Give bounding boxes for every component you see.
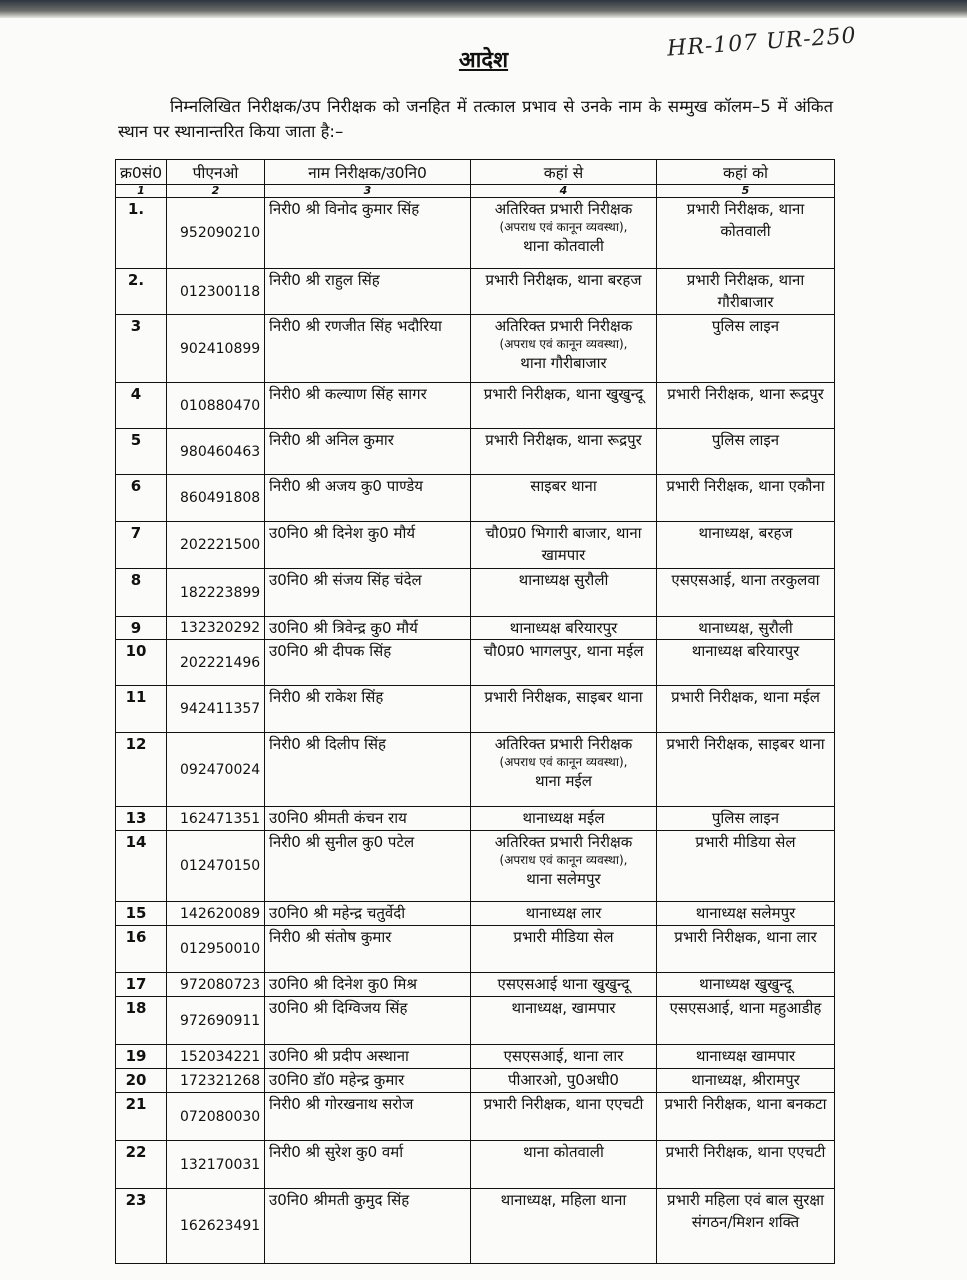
to-cell: पुलिस लाइन — [657, 807, 835, 831]
from-line: प्रभारी निरीक्षक, थाना रूद्रपुर — [485, 431, 642, 449]
intro-paragraph: निम्नलिखित निरीक्षक/उप निरीक्षक को जनहित में तत्काल प्रभाव से उनके नाम के सम्मुख कॉलम–5 में अंकित स्थान पर स्थानान्तरित किया जाता है:– — [118, 97, 833, 141]
officer-name: निरी0 श्री सुनील कु0 पटेल — [265, 831, 471, 902]
from-line: थानाध्यक्ष मईल — [522, 809, 605, 827]
table-row — [116, 1045, 835, 1069]
serial-number: 11 — [116, 686, 167, 733]
photo-top-edge — [0, 0, 967, 18]
table-row — [116, 522, 835, 569]
serial-number: 7 — [116, 522, 167, 569]
serial-number: 21 — [116, 1093, 167, 1141]
serial-number: 13 — [116, 807, 167, 831]
serial-number: 23 — [116, 1189, 167, 1264]
table-row — [116, 475, 835, 522]
serial-number: 4 — [116, 383, 167, 429]
officer-name: निरी0 श्री राहुल सिंह — [265, 269, 471, 315]
to-cell: प्रभारी निरीक्षक, थाना लार — [657, 926, 835, 973]
pno-cell: 182223899 — [167, 569, 265, 617]
to-cell: प्रभारी निरीक्षक, थाना मईल — [657, 686, 835, 733]
pno-cell: 012470150 — [167, 831, 265, 902]
from-line: थानाध्यक्ष बरियारपुर — [509, 619, 618, 637]
from-station: थाना मईल — [535, 772, 592, 790]
from-line: प्रभारी निरीक्षक, थाना बरहज — [485, 271, 642, 289]
pno-cell: 012300118 — [167, 269, 265, 315]
officer-name: उ0नि0 श्री संजय सिंह चंदेल — [265, 569, 471, 617]
officer-name: निरी0 श्री अनिल कुमार — [265, 429, 471, 475]
from-line: थाना कोतवाली — [523, 1143, 604, 1161]
pno-cell: 132170031 — [167, 1141, 265, 1189]
from-cell — [471, 383, 657, 429]
document-title: आदेश — [458, 48, 509, 73]
pno-cell: 162471351 — [167, 807, 265, 831]
to-cell: प्रभारी निरीक्षक, थाना एएचटी — [657, 1141, 835, 1189]
from-subline: (अपराध एवं कानून व्यवस्था), — [499, 337, 628, 351]
from-cell — [471, 831, 657, 902]
from-cell — [471, 1069, 657, 1093]
from-cell — [471, 569, 657, 617]
to-cell: प्रभारी निरीक्षक, थाना रूद्रपुर — [657, 383, 835, 429]
from-line: एसएसआई थाना खुखुन्दू — [497, 975, 630, 993]
header-from: कहां से — [471, 160, 657, 185]
officer-name: निरी0 श्री दिलीप सिंह — [265, 733, 471, 807]
from-cell — [471, 807, 657, 831]
serial-number: 1. — [116, 198, 167, 269]
column-number: 1 — [116, 185, 167, 198]
serial-number: 14 — [116, 831, 167, 902]
pno-cell: 092470024 — [167, 733, 265, 807]
from-cell — [471, 1189, 657, 1264]
from-cell — [471, 198, 657, 269]
table-row — [116, 269, 835, 315]
from-line: प्रभारी निरीक्षक, साइबर थाना — [484, 688, 643, 706]
column-number: 2 — [167, 185, 265, 198]
transfer-table — [115, 159, 835, 1264]
officer-name: उ0नि0 श्री दिग्विजय सिंह — [265, 997, 471, 1045]
header-row — [116, 160, 835, 185]
from-line: थानाध्यक्ष, महिला थाना — [500, 1191, 627, 1209]
from-subline: (अपराध एवं कानून व्यवस्था), — [499, 853, 628, 867]
table-row — [116, 640, 835, 686]
pno-cell: 012950010 — [167, 926, 265, 973]
to-cell: थानाध्यक्ष, श्रीरामपुर — [657, 1069, 835, 1093]
serial-number: 9 — [116, 617, 167, 640]
to-cell: एसएसआई, थाना तरकुलवा — [657, 569, 835, 617]
handwritten-note: HR-107 UR-250 — [666, 23, 858, 62]
table-row — [116, 831, 835, 902]
officer-name: निरी0 श्री सुरेश कु0 वर्मा — [265, 1141, 471, 1189]
from-cell — [471, 1045, 657, 1069]
officer-name: उ0नि0 श्री दिनेश कु0 मौर्य — [265, 522, 471, 569]
pno-cell: 152034221 — [167, 1045, 265, 1069]
to-cell: थानाध्यक्ष खुखुन्दू — [657, 973, 835, 997]
table-row — [116, 1189, 835, 1264]
serial-number: 10 — [116, 640, 167, 686]
officer-name: निरी0 श्री अजय कु0 पाण्डेय — [265, 475, 471, 522]
serial-number: 6 — [116, 475, 167, 522]
from-line: अतिरिक्त प्रभारी निरीक्षक — [494, 833, 633, 851]
serial-number: 15 — [116, 902, 167, 926]
officer-name: निरी0 श्री विनोद कुमार सिंह — [265, 198, 471, 269]
serial-number: 17 — [116, 973, 167, 997]
from-cell — [471, 997, 657, 1045]
table-row — [116, 383, 835, 429]
serial-number: 2. — [116, 269, 167, 315]
from-line: चौ0प्र0 भिगारी बाजार, थाना खामपार — [485, 524, 642, 564]
from-station: थाना सलेमपुर — [526, 870, 601, 888]
from-line: चौ0प्र0 भागलपुर, थाना मईल — [483, 642, 644, 660]
pno-cell: 902410899 — [167, 315, 265, 383]
to-cell: प्रभारी निरीक्षक, थाना एकौना — [657, 475, 835, 522]
table-row — [116, 1093, 835, 1141]
serial-number: 3 — [116, 315, 167, 383]
pno-cell: 202221496 — [167, 640, 265, 686]
table-row — [116, 997, 835, 1045]
from-cell — [471, 1141, 657, 1189]
serial-number: 22 — [116, 1141, 167, 1189]
from-line: अतिरिक्त प्रभारी निरीक्षक — [494, 317, 633, 335]
table-body — [116, 198, 835, 1264]
pno-cell: 142620089 — [167, 902, 265, 926]
table-row — [116, 973, 835, 997]
to-cell: प्रभारी निरीक्षक, थाना कोतवाली — [657, 198, 835, 269]
officer-name: उ0नि0 श्रीमती कुमुद सिंह — [265, 1189, 471, 1264]
from-station: थाना कोतवाली — [523, 237, 604, 255]
header-pno: पीएनओ — [167, 160, 265, 185]
column-number: 4 — [471, 185, 657, 198]
pno-cell: 860491808 — [167, 475, 265, 522]
from-line: अतिरिक्त प्रभारी निरीक्षक — [494, 735, 633, 753]
to-cell: प्रभारी महिला एवं बाल सुरक्षा संगठन/मिशन शक्ति — [657, 1189, 835, 1264]
pno-cell: 162623491 — [167, 1189, 265, 1264]
from-cell — [471, 640, 657, 686]
from-cell — [471, 973, 657, 997]
to-cell: थानाध्यक्ष सलेमपुर — [657, 902, 835, 926]
from-cell — [471, 617, 657, 640]
officer-name: निरी0 श्री गोरखनाथ सरोज — [265, 1093, 471, 1141]
officer-name: निरी0 श्री संतोष कुमार — [265, 926, 471, 973]
table-row — [116, 429, 835, 475]
table-row — [116, 1069, 835, 1093]
officer-name: उ0नि0 श्री प्रदीप अस्थाना — [265, 1045, 471, 1069]
to-cell: थानाध्यक्ष खामपार — [657, 1045, 835, 1069]
officer-name: उ0नि0 डॉ0 महेन्द्र कुमार — [265, 1069, 471, 1093]
serial-number: 20 — [116, 1069, 167, 1093]
to-cell: थानाध्यक्ष, बरहज — [657, 522, 835, 569]
table-row — [116, 926, 835, 973]
serial-number: 19 — [116, 1045, 167, 1069]
from-station: थाना गौरीबाजार — [520, 354, 607, 372]
officer-name: उ0नि0 श्रीमती कंचन राय — [265, 807, 471, 831]
pno-cell: 072080030 — [167, 1093, 265, 1141]
header-to: कहां को — [657, 160, 835, 185]
to-cell: थानाध्यक्ष बरियारपुर — [657, 640, 835, 686]
serial-number: 5 — [116, 429, 167, 475]
table-row — [116, 569, 835, 617]
from-cell — [471, 522, 657, 569]
from-line: अतिरिक्त प्रभारी निरीक्षक — [494, 200, 633, 218]
officer-name: उ0नि0 श्री महेन्द्र चतुर्वेदी — [265, 902, 471, 926]
from-cell — [471, 429, 657, 475]
from-subline: (अपराध एवं कानून व्यवस्था), — [499, 220, 628, 234]
from-line: प्रभारी निरीक्षक, थाना खुखुन्दू — [483, 385, 644, 403]
from-cell — [471, 315, 657, 383]
table-row — [116, 733, 835, 807]
serial-number: 8 — [116, 569, 167, 617]
table-row — [116, 1141, 835, 1189]
officer-name: निरी0 श्री राकेश सिंह — [265, 686, 471, 733]
pno-cell: 132320292 — [167, 617, 265, 640]
serial-number: 18 — [116, 997, 167, 1045]
table-row — [116, 686, 835, 733]
header-serial: क्र0सं0 — [116, 160, 167, 185]
from-line: एसएसआई, थाना लार — [503, 1047, 624, 1065]
from-line: प्रभारी निरीक्षक, थाना एएचटी — [483, 1095, 644, 1113]
from-line: थानाध्यक्ष, खामपार — [511, 999, 616, 1017]
order-document — [0, 18, 967, 1280]
to-cell: प्रभारी निरीक्षक, साइबर थाना — [657, 733, 835, 807]
from-line: पीआरओ, पु0अधी0 — [508, 1071, 619, 1089]
column-number: 5 — [657, 185, 835, 198]
to-cell: प्रभारी निरीक्षक, थाना गौरीबाजार — [657, 269, 835, 315]
officer-name: उ0नि0 श्री दिनेश कु0 मिश्र — [265, 973, 471, 997]
to-cell: एसएसआई, थाना महुआडीह — [657, 997, 835, 1045]
column-number-row — [116, 185, 835, 198]
from-cell — [471, 902, 657, 926]
pno-cell: 010880470 — [167, 383, 265, 429]
table-row — [116, 617, 835, 640]
to-cell: प्रभारी मीडिया सेल — [657, 831, 835, 902]
table-row — [116, 198, 835, 269]
serial-number: 16 — [116, 926, 167, 973]
pno-cell: 952090210 — [167, 198, 265, 269]
officer-name: उ0नि0 श्री दीपक सिंह — [265, 640, 471, 686]
to-cell: प्रभारी निरीक्षक, थाना बनकटा — [657, 1093, 835, 1141]
from-subline: (अपराध एवं कानून व्यवस्था), — [499, 755, 628, 769]
serial-number: 12 — [116, 733, 167, 807]
pno-cell: 980460463 — [167, 429, 265, 475]
officer-name: उ0नि0 श्री त्रिवेन्द्र कु0 मौर्य — [265, 617, 471, 640]
header-name: नाम निरीक्षक/उ0नि0 — [265, 160, 471, 185]
from-cell — [471, 733, 657, 807]
from-line: थानाध्यक्ष सुरौली — [518, 571, 609, 589]
from-line: प्रभारी मीडिया सेल — [513, 928, 614, 946]
from-cell — [471, 686, 657, 733]
pno-cell: 172321268 — [167, 1069, 265, 1093]
from-cell — [471, 1093, 657, 1141]
pno-cell: 942411357 — [167, 686, 265, 733]
from-line: थानाध्यक्ष लार — [525, 904, 602, 922]
to-cell: पुलिस लाइन — [657, 429, 835, 475]
table-row — [116, 902, 835, 926]
from-cell — [471, 269, 657, 315]
from-cell — [471, 475, 657, 522]
to-cell: थानाध्यक्ष, सुरौली — [657, 617, 835, 640]
from-cell — [471, 926, 657, 973]
pno-cell: 972690911 — [167, 997, 265, 1045]
from-line: साइबर थाना — [530, 477, 597, 495]
table-row — [116, 315, 835, 383]
pno-cell: 202221500 — [167, 522, 265, 569]
officer-name: निरी0 श्री रणजीत सिंह भदौरिया — [265, 315, 471, 383]
to-cell: पुलिस लाइन — [657, 315, 835, 383]
table-row — [116, 807, 835, 831]
officer-name: निरी0 श्री कल्याण सिंह सागर — [265, 383, 471, 429]
column-number: 3 — [265, 185, 471, 198]
pno-cell: 972080723 — [167, 973, 265, 997]
